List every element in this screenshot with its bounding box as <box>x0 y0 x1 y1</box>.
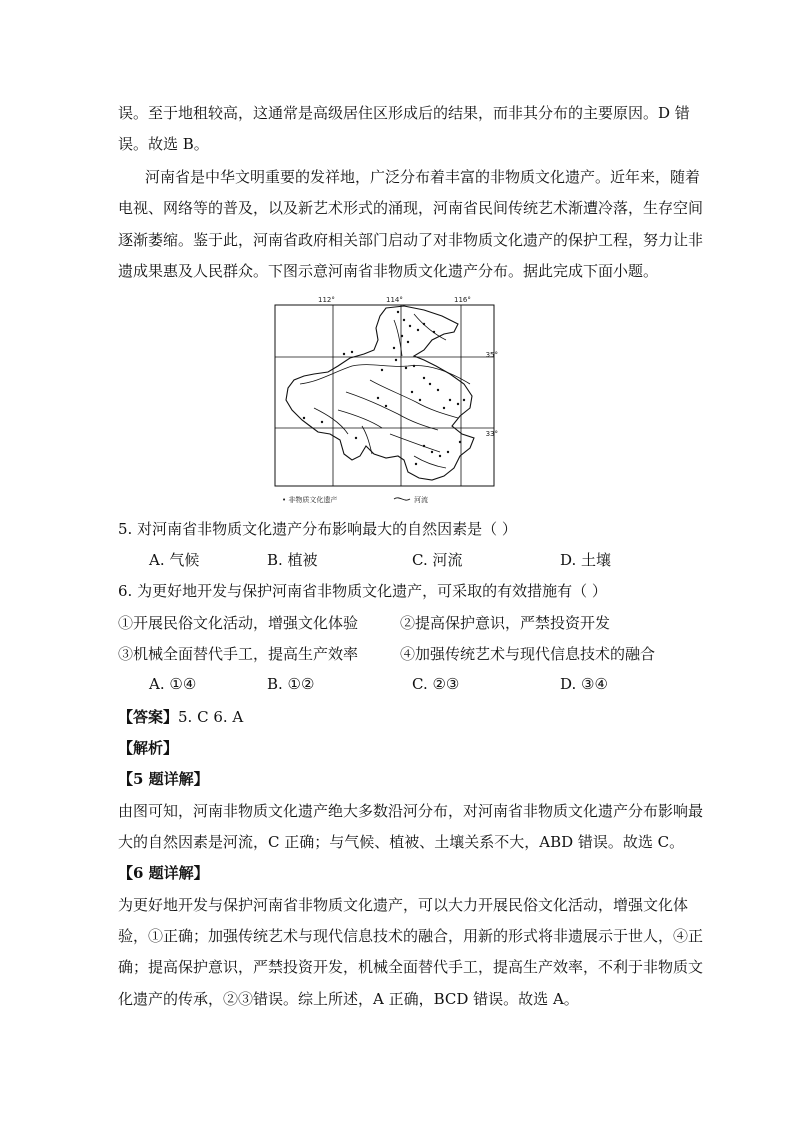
text-line: 确；提高保护意识，严禁投资开发，机械全面替代手工，提高生产效率，不利于非物质文 <box>118 958 704 976</box>
q5-option-b: B. 植被 <box>267 551 318 569</box>
q6-item-1: ①开展民俗文化活动，增强文化体验 <box>118 614 359 632</box>
q6-option-a: A. ①④ <box>149 675 197 693</box>
answer-label: 【答案】 <box>118 708 179 726</box>
q6-item-4: ④加强传统艺术与现代信息技术的融合 <box>400 645 656 663</box>
q5-option-a: A. 气候 <box>149 551 200 569</box>
q6-option-d: D. ③④ <box>560 675 608 693</box>
text-line: 逐渐萎缩。鉴于此，河南省政府相关部门启动了对非物质文化遗产的保护工程，努力让非 <box>118 231 704 249</box>
question-5-stem: 5. 对河南省非物质文化遗产分布影响最大的自然因素是（ ） <box>118 520 517 538</box>
legend-river: 河流 <box>414 496 428 504</box>
answer-text: 5. C 6. A <box>178 708 244 726</box>
province-outline <box>286 306 474 480</box>
lat-label: 35° <box>485 351 498 359</box>
henan-heritage-map <box>274 296 496 511</box>
river-lines <box>300 314 470 468</box>
text-line: 遗成果惠及人民群众。下图示意河南省非物质文化遗产分布。据此完成下面小题。 <box>118 262 659 280</box>
q6-option-c: C. ②③ <box>412 675 460 693</box>
legend-heritage: • 非物质文化遗产 <box>282 496 338 504</box>
q6-item-2: ②提高保护意识，严禁投资开发 <box>400 614 611 632</box>
analysis-label: 【解析】 <box>118 739 179 757</box>
text-line: 化遗产的传承，②③错误。综上所述，A 正确，BCD 错误。故选 A。 <box>118 990 579 1008</box>
q6-item-3: ③机械全面替代手工，提高生产效率 <box>118 645 359 663</box>
text-line: 误。至于地租较高，这通常是高级居住区形成后的结果，而非其分布的主要原因。D 错 <box>118 104 690 122</box>
legend-river-icon <box>394 498 410 500</box>
text-line: 大的自然因素是河流，C 正确；与气候、植被、土壤关系不大，ABD 错误。故选 C。 <box>118 833 685 851</box>
text-line: 电视、网络等的普及，以及新艺术形式的涌现，河南省民间传统艺术渐遭冷落，生存空间 <box>118 199 704 217</box>
lat-label: 33° <box>485 430 498 438</box>
lon-label: 112° <box>318 296 335 304</box>
q6-option-b: B. ①② <box>267 675 315 693</box>
text-line: 由图可知，河南非物质文化遗产绝大多数沿河分布，对河南省非物质文化遗产分布影响最 <box>118 802 704 820</box>
text-line: 河南省是中华文明重要的发祥地，广泛分布着丰富的非物质文化遗产。近年来，随着 <box>145 168 701 186</box>
heritage-dots <box>303 311 465 465</box>
text-line: 为更好地开发与保护河南省非物质文化遗产，可以大力开展民俗文化活动，增强文化体 <box>118 896 689 914</box>
lon-label: 114° <box>386 296 403 304</box>
detail-6-label: 【6 题详解】 <box>118 864 209 882</box>
q5-option-d: D. 土壤 <box>560 551 612 569</box>
text-line: 误。故选 B。 <box>118 135 209 153</box>
q5-option-c: C. 河流 <box>412 551 463 569</box>
detail-5-label: 【5 题详解】 <box>118 770 209 788</box>
lon-label: 116° <box>454 296 471 304</box>
answer-line <box>118 706 243 727</box>
question-6-stem: 6. 为更好地开发与保护河南省非物质文化遗产，可采取的有效措施有（ ） <box>118 582 607 600</box>
text-line: 验，①正确；加强传统艺术与现代信息技术的融合，用新的形式将非遗展示于世人，④正 <box>118 927 704 945</box>
